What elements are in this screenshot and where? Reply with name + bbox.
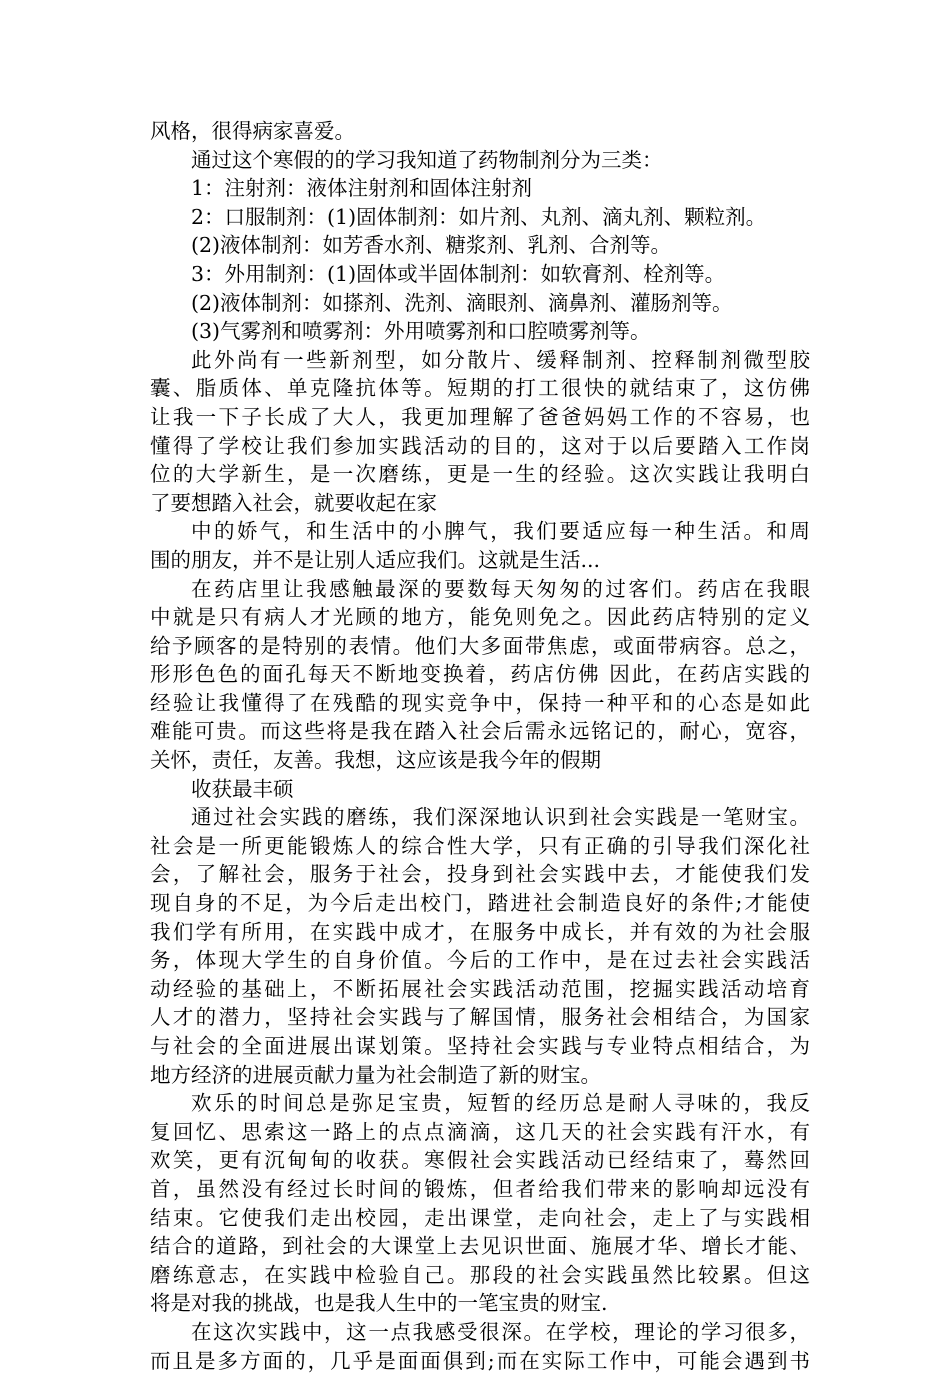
text-line: 懂得了学校让我们参加实践活动的目的，这对于以后要踏入工作岗 bbox=[150, 433, 810, 458]
text-line: 务，体现大学生的自身价值。今后的工作中，是在过去社会实践活 bbox=[150, 948, 810, 973]
text-line: 通过这个寒假的的学习我知道了药物制剂分为三类： bbox=[191, 147, 663, 172]
text-line: 在这次实践中，这一点我感受很深。在学校，理论的学习很多， bbox=[191, 1319, 810, 1344]
text-line: 通过社会实践的磨练，我们深深地认识到社会实践是一笔财宝。 bbox=[191, 805, 810, 830]
text-line: 风格，很得病家喜爱。 bbox=[150, 119, 355, 143]
text-line: 中的娇气，和生活中的小脾气，我们要适应每一种生活。和周 bbox=[191, 519, 810, 544]
text-line: 形形色色的面孔每天不断地变换着，药店仿佛 因此，在药店实践的 bbox=[150, 662, 810, 687]
text-line: 1：注射剂：液体注射剂和固体注射剂 bbox=[191, 176, 533, 201]
text-line: 收获最丰硕 bbox=[191, 776, 294, 801]
text-line: 在药店里让我感触最深的要数每天匆匆的过客们。药店在我眼 bbox=[191, 576, 810, 601]
text-line: 我们学有所用，在实践中成才，在服务中成长，并有效的为社会服 bbox=[150, 919, 810, 944]
text-line: 地方经济的进展贡献力量为社会制造了新的财宝。 bbox=[150, 1062, 601, 1087]
text-line: 囊、脂质体、单克隆抗体等。短期的打工很快的就结束了，这仿佛 bbox=[150, 376, 810, 401]
text-line: 与社会的全面进展出谋划策。坚持社会实践与专业特点相结合，为 bbox=[150, 1034, 810, 1058]
document-body bbox=[150, 117, 810, 1375]
text-line: 难能可贵。而这些将是我在踏入社会后需永远铭记的，耐心，宽容， bbox=[150, 719, 810, 744]
text-line: 欢笑，更有沉甸甸的收获。寒假社会实践活动已经结束了，蓦然回 bbox=[150, 1148, 810, 1173]
text-line: 结束。它使我们走出校园，走出课堂，走向社会，走上了与实践相 bbox=[150, 1205, 810, 1230]
text-line: 动经验的基础上，不断拓展社会实践活动范围，挖掘实践活动培育 bbox=[150, 976, 810, 1001]
text-line: 现自身的不足，为今后走出校门，踏进社会制造良好的条件;才能使 bbox=[150, 891, 810, 916]
text-line: 经验让我懂得了在残酷的现实竞争中，保持一种平和的心态是如此 bbox=[150, 690, 810, 715]
text-line: 社会是一所更能锻炼人的综合性大学，只有正确的引导我们深化社 bbox=[150, 833, 810, 858]
text-line: 将是对我的挑战，也是我人生中的一笔宝贵的财宝. bbox=[150, 1291, 608, 1316]
text-line: 而且是多方面的，几乎是面面俱到;而在实际工作中，可能会遇到书 bbox=[150, 1348, 810, 1373]
text-line: 结合的道路，到社会的大课堂上去见识世面、施展才华、增长才能、 bbox=[150, 1234, 810, 1259]
text-line: 磨练意志，在实践中检验自己。那段的社会实践虽然比较累。但这 bbox=[150, 1262, 810, 1287]
text-line: 中就是只有病人才光顾的地方，能免则免之。因此药店特别的定义 bbox=[150, 605, 810, 630]
text-line: 3：外用制剂：(1)固体或半固体制剂：如软膏剂、栓剂等。 bbox=[191, 261, 726, 286]
text-line: (3)气雾剂和喷雾剂：外用喷雾剂和口腔喷雾剂等。 bbox=[191, 319, 651, 344]
text-line: 首，虽然没有经过长时间的锻炼，但者给我们带来的影响却远没有 bbox=[150, 1176, 810, 1201]
text-line: 欢乐的时间总是弥足宝贵，短暂的经历总是耐人寻味的，我反 bbox=[191, 1091, 810, 1116]
text-line: 复回忆、思索这一路上的点点滴滴，这几天的社会实践有汗水，有 bbox=[150, 1119, 810, 1144]
text-line: 会，了解社会，服务于社会，投身到社会实践中去，才能使我们发 bbox=[150, 862, 810, 887]
text-line: 让我一下子长成了大人，我更加理解了爸爸妈妈工作的不容易，也 bbox=[150, 404, 810, 429]
text-line: 围的朋友，并不是让别人适应我们。这就是生活... bbox=[150, 547, 601, 572]
text-line: 关怀，责任，友善。我想，这应该是我今年的假期 bbox=[150, 748, 601, 773]
text-line: 位的大学新生，是一次磨练，更是一生的经验。这次实践让我明白 bbox=[150, 462, 810, 487]
text-line: 人才的潜力，坚持社会实践与了解国情，服务社会相结合，为国家 bbox=[150, 1005, 810, 1030]
text-line: 给予顾客的是特别的表情。他们大多面带焦虑，或面带病容。总之， bbox=[150, 633, 810, 658]
text-line: (2)液体制剂：如搽剂、洗剂、滴眼剂、滴鼻剂、灌肠剂等。 bbox=[191, 290, 733, 315]
text-line: 2：口服制剂：(1)固体制剂：如片剂、丸剂、滴丸剂、颗粒剂。 bbox=[191, 204, 767, 229]
text-line: 了要想踏入社会，就要收起在家 bbox=[150, 490, 437, 515]
text-line: 此外尚有一些新剂型，如分散片、缓释制剂、控释制剂微型胶 bbox=[191, 347, 810, 372]
text-line: (2)液体制剂：如芳香水剂、糖浆剂、乳剂、合剂等。 bbox=[191, 233, 672, 258]
